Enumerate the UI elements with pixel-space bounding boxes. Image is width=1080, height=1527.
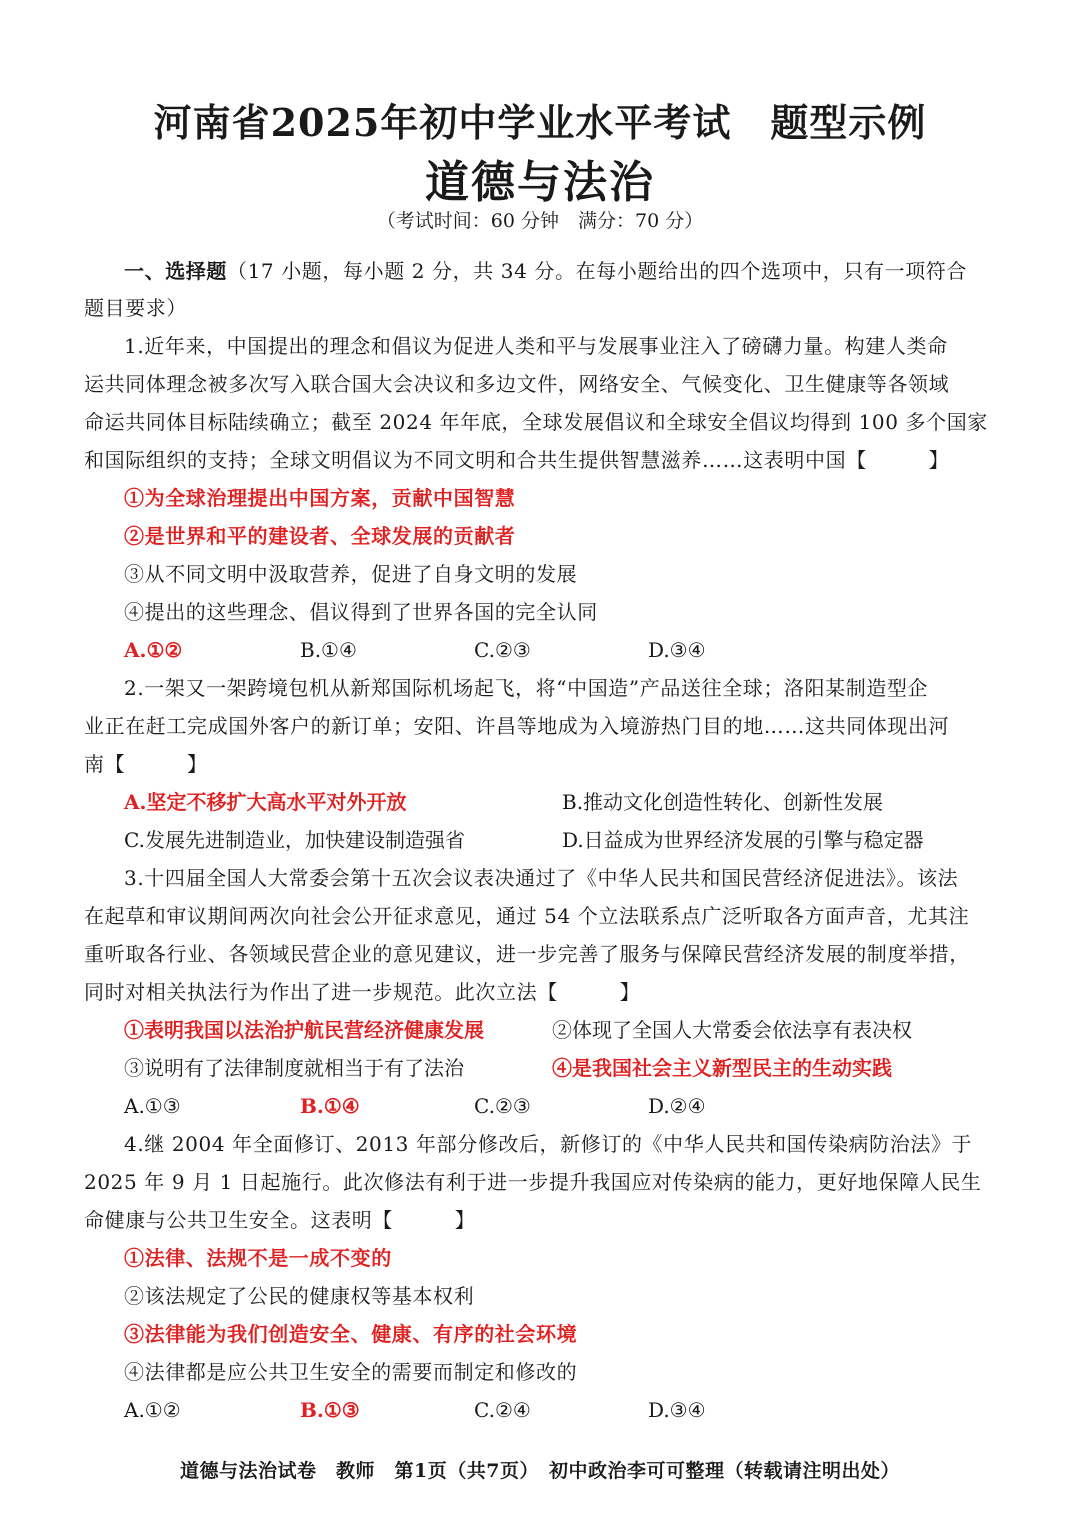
q2-option-c: C.发展先进制造业，加快建设制造强省 <box>124 828 465 852</box>
q3-statement-4: ④是我国社会主义新型民主的生动实践 <box>552 1056 892 1080</box>
q4-stem-line2: 2025 年 9 月 1 日起施行。此次修法有利于进一步提升我国应对传染病的能力，更好地保障人民生 <box>84 1170 982 1194</box>
subject-title: 道德与法治 <box>425 157 655 208</box>
q3-statement-2: ②体现了全国人大常委会依法享有表决权 <box>552 1018 912 1042</box>
q2-option-a: A.坚定不移扩大高水平对外开放 <box>124 790 407 814</box>
q1-stem-line3: 命运共同体目标陆续确立；截至 2024 年年底，全球发展倡议和全球安全倡议均得到 100 多个国家 <box>84 410 988 434</box>
q4-statement-2: ②该法规定了公民的健康权等基本权利 <box>124 1284 475 1308</box>
q4-stem-line3: 命健康与公共卫生安全。这表明【 】 <box>84 1208 476 1232</box>
q2-stem-line1: 2.一架又一架跨境包机从新郑国际机场起飞，将“中国造”产品送往全球；洛阳某制造型企 <box>124 676 929 700</box>
q2-stem-line2: 业正在赶工完成国外客户的新订单；安阳、许昌等地成为入境游热门目的地……这共同体现出河 <box>84 714 950 738</box>
q4-option-c: C.②④ <box>474 1398 531 1422</box>
q3-stem-line2: 在起草和审议期间两次向社会公开征求意见，通过 54 个立法联系点广泛听取各方面声音，尤其注 <box>84 904 970 928</box>
page-footer: 道德与法治试卷 教师 第1页（共7页） 初中政治李可可整理（转载请注明出处） <box>180 1460 900 1482</box>
section-heading: 一、选择题 <box>124 259 227 283</box>
q2-stem-line3: 南【 】 <box>84 752 208 776</box>
section-intro <box>124 256 1039 286</box>
q1-stem-line1: 1.近年来，中国提出的理念和倡议为促进人类和平与发展事业注入了磅礴力量。构建人类命 <box>124 334 948 358</box>
q1-option-b: B.①④ <box>300 638 357 662</box>
q3-option-c: C.②③ <box>474 1094 531 1118</box>
q3-stem-line1: 3.十四届全国人大常委会第十五次会议表决通过了《中华人民共和国民营经济促进法》。该法 <box>124 866 959 890</box>
q1-stem-line4: 和国际组织的支持；全球文明倡议为不同文明和合共生提供智慧滋养……这表明中国【 】 <box>84 448 950 472</box>
q4-stem-line1: 4.继 2004 年全面修订、2013 年部分修改后，新修订的《中华人民共和国传染病防治法》于 <box>124 1132 973 1156</box>
q3-statement-1: ①表明我国以法治护航民营经济健康发展 <box>124 1018 484 1042</box>
q1-statement-3: ③从不同文明中汲取营养，促进了自身文明的发展 <box>124 562 578 586</box>
q4-statement-3: ③法律能为我们创造安全、健康、有序的社会环境 <box>124 1322 578 1346</box>
q4-option-d: D.③④ <box>648 1398 706 1422</box>
q3-option-a: A.①③ <box>124 1094 181 1118</box>
exam-info: （考试时间：60 分钟 满分：70 分） <box>376 210 704 232</box>
q4-option-a: A.①② <box>124 1398 181 1422</box>
section-intro-text: （17 小题，每小题 2 分，共 34 分。在每小题给出的四个选项中，只有一项符合 <box>227 259 968 283</box>
q1-statement-2: ②是世界和平的建设者、全球发展的贡献者 <box>124 524 516 548</box>
q1-stem-line2: 运共同体理念被多次写入联合国大会决议和多边文件，网络安全、气候变化、卫生健康等各领域 <box>84 372 950 396</box>
q3-option-b: B.①④ <box>300 1094 360 1118</box>
q4-statement-4: ④法律都是应公共卫生安全的需要而制定和修改的 <box>124 1360 578 1384</box>
q2-option-b: B.推动文化创造性转化、创新性发展 <box>562 790 884 814</box>
q2-option-d: D.日益成为世界经济发展的引擎与稳定器 <box>562 828 924 852</box>
q3-stem-line3: 重听取各行业、各领域民营企业的意见建议，进一步完善了服务与保障民营经济发展的制度举措， <box>84 942 970 966</box>
section-intro-cont: 题目要求） <box>84 296 187 320</box>
q3-statement-3: ③说明有了法律制度就相当于有了法治 <box>124 1056 464 1080</box>
q1-statement-1: ①为全球治理提出中国方案，贡献中国智慧 <box>124 486 516 510</box>
q1-statement-4: ④提出的这些理念、倡议得到了世界各国的完全认同 <box>124 600 598 624</box>
q1-option-c: C.②③ <box>474 638 531 662</box>
q1-option-a: A.①② <box>124 638 183 662</box>
q4-option-b: B.①③ <box>300 1398 360 1422</box>
q3-stem-line4: 同时对相关执法行为作出了进一步规范。此次立法【 】 <box>84 980 641 1004</box>
q4-statement-1: ①法律、法规不是一成不变的 <box>124 1246 392 1270</box>
exam-title: 河南省2025年初中学业水平考试 题型示例 <box>153 100 927 145</box>
q1-option-d: D.③④ <box>648 638 706 662</box>
q3-option-d: D.②④ <box>648 1094 706 1118</box>
